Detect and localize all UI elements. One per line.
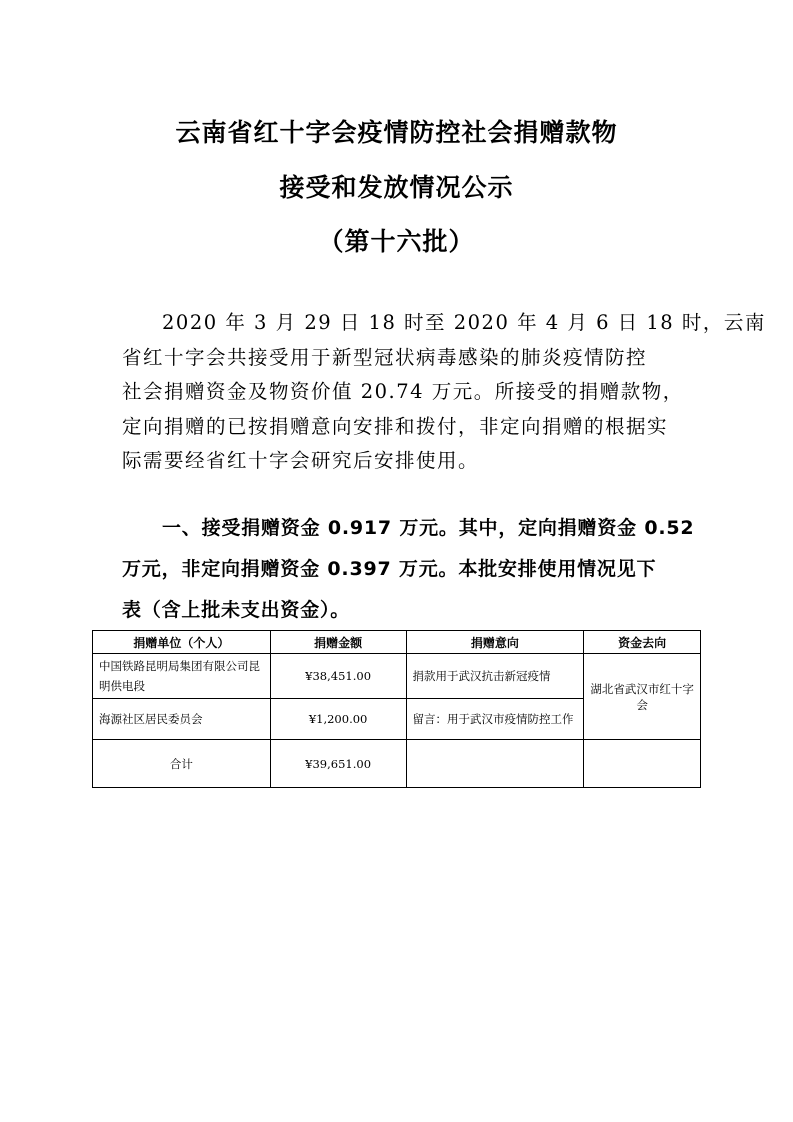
intro-line: 2020 年 3 月 29 日 18 时至 2020 年 4 月 6 日 18 时，云南 [162,311,766,334]
header-intent: 捐赠意向 [406,631,584,654]
intro-paragraph [122,306,766,479]
intent-cell: 留言：用于武汉市疫情防控工作 [406,699,584,740]
donor-cell: 海源社区居民委员会 [93,699,271,740]
header-amount: 捐赠金额 [270,631,406,654]
document-title-line2: 接受和发放情况公示 [279,173,514,202]
donor-cell: 中国铁路昆明局集团有限公司昆明供电段 [93,654,271,699]
total-label-cell: 合计 [93,740,271,788]
table-header-row [93,631,701,654]
empty-cell [584,740,701,788]
table-row [93,654,701,699]
section1-line: 一、接受捐赠资金 0.917 万元。其中，定向捐赠资金 0.52 [162,517,695,539]
intro-line: 社会捐赠资金及物资价值 20.74 万元。所接受的捐赠款物， [122,380,684,403]
destination-cell: 湖北省武汉市红十字会 [584,654,701,740]
total-amount-cell: ¥39,651.00 [270,740,406,788]
section1-paragraph [122,508,695,631]
intent-cell: 捐款用于武汉抗击新冠疫情 [406,654,584,699]
intro-line: 省红十字会共接受用于新型冠状病毒感染的肺炎疫情防控 [122,345,648,369]
amount-cell: ¥38,451.00 [270,654,406,699]
intro-line: 际需要经省红十字会研究后安排使用。 [122,449,480,472]
header-donor: 捐赠单位（个人） [93,631,271,654]
donation-table [92,630,701,788]
header-destination: 资金去向 [584,631,701,654]
amount-cell: ¥1,200.00 [270,699,406,740]
section1-line: 表（含上批未支出资金）。 [122,599,351,621]
empty-cell [406,740,584,788]
document-title-batch: （第十六批） [318,227,475,256]
table-total-row [93,740,701,788]
document-title-line1: 云南省红十字会疫情防控社会捐赠款物 [175,118,618,147]
section1-line: 万元，非定向捐赠资金 0.397 万元。本批安排使用情况见下 [122,558,657,580]
intro-line: 定向捐赠的已按捐赠意向安排和拨付，非定向捐赠的根据实 [122,414,669,438]
